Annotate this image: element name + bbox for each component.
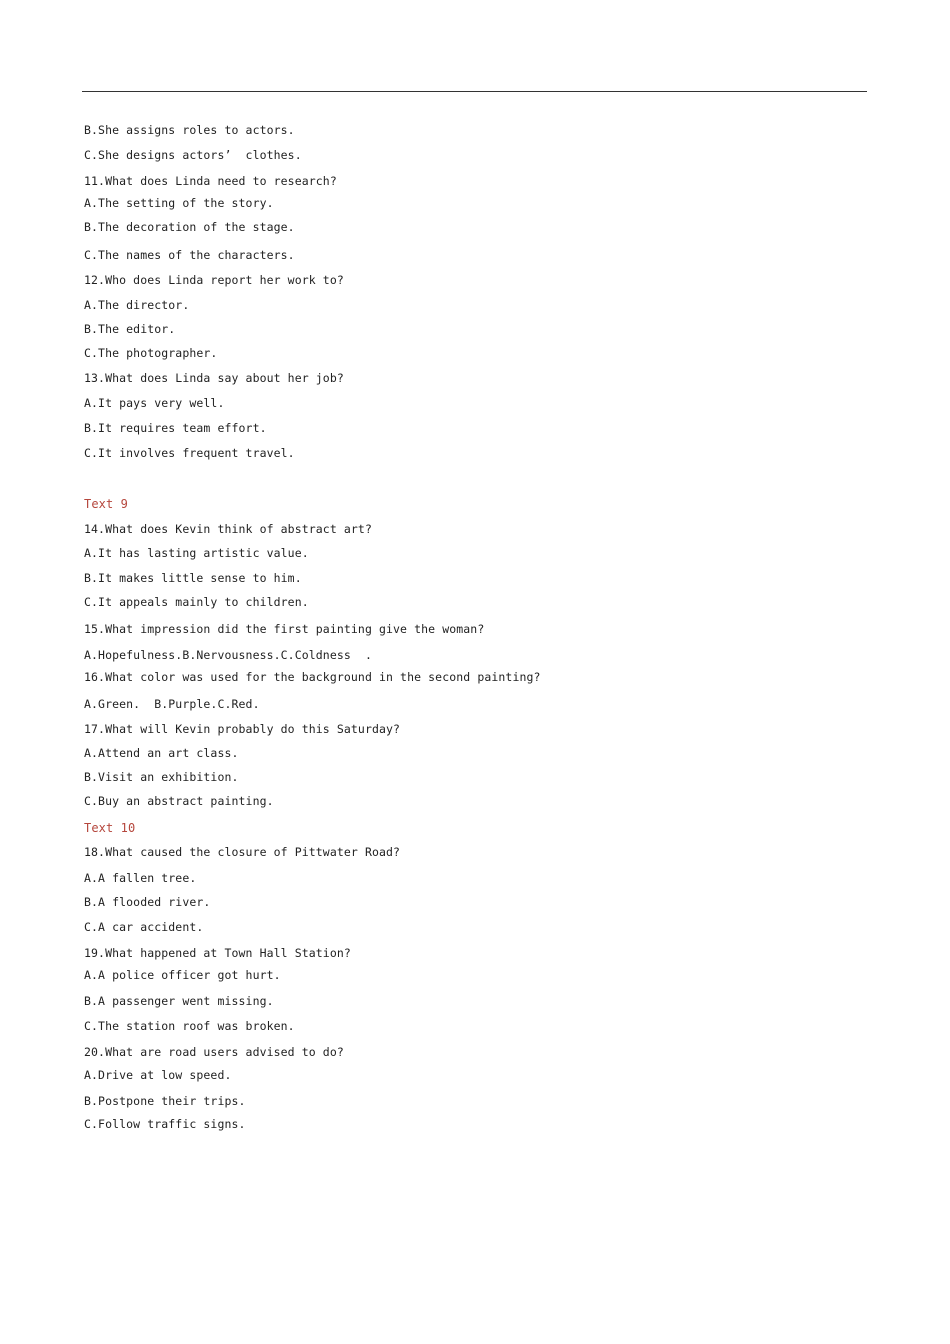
answer-option: B.A flooded river. [84, 895, 211, 909]
question-text: 13.What does Linda say about her job? [84, 371, 344, 385]
answer-option: C.It appeals mainly to children. [84, 595, 309, 609]
answer-option: B.The editor. [84, 322, 176, 336]
answer-option: A.A police officer got hurt. [84, 968, 281, 982]
answer-option: A.Hopefulness.B.Nervousness.C.Coldness . [84, 648, 372, 662]
question-text: 11.What does Linda need to research? [84, 174, 337, 188]
section-heading: Text 10 [84, 821, 136, 835]
answer-option: B.It requires team effort. [84, 421, 267, 435]
question-text: 16.What color was used for the background in the second painting? [84, 670, 541, 684]
answer-option: C.A car accident. [84, 920, 204, 934]
answer-option: A.It has lasting artistic value. [84, 546, 309, 560]
answer-option: B.A passenger went missing. [84, 994, 274, 1008]
question-text: 20.What are road users advised to do? [84, 1045, 344, 1059]
answer-option: B.It makes little sense to him. [84, 571, 302, 585]
answer-option: B.Postpone their trips. [84, 1094, 246, 1108]
answer-option: A.Drive at low speed. [84, 1068, 232, 1082]
answer-option: A.Green. B.Purple.C.Red. [84, 697, 260, 711]
answer-option: B.Visit an exhibition. [84, 770, 239, 784]
answer-option: C.The names of the characters. [84, 248, 295, 262]
answer-option: B.The decoration of the stage. [84, 220, 295, 234]
answer-option: A.The director. [84, 298, 190, 312]
question-text: 18.What caused the closure of Pittwater Road? [84, 845, 401, 859]
question-text: 12.Who does Linda report her work to? [84, 273, 344, 287]
answer-option: A.Attend an art class. [84, 746, 239, 760]
section-heading: Text 9 [84, 497, 128, 511]
answer-option: C.Follow traffic signs. [84, 1117, 246, 1131]
question-text: 15.What impression did the first painting give the woman? [84, 622, 485, 636]
answer-option: A.It pays very well. [84, 396, 225, 410]
question-text: 14.What does Kevin think of abstract art? [84, 522, 372, 536]
question-text: 19.What happened at Town Hall Station? [84, 946, 351, 960]
answer-option: C.She designs actors’ clothes. [84, 148, 302, 162]
question-text: 17.What will Kevin probably do this Saturday? [84, 722, 401, 736]
answer-option: A.A fallen tree. [84, 871, 197, 885]
answer-option: C.Buy an abstract painting. [84, 794, 274, 808]
answer-option: C.The photographer. [84, 346, 218, 360]
answer-option: A.The setting of the story. [84, 196, 274, 210]
answer-option: B.She assigns roles to actors. [84, 123, 295, 137]
answer-option: C.The station roof was broken. [84, 1019, 295, 1033]
answer-option: C.It involves frequent travel. [84, 446, 295, 460]
header-rule [82, 91, 867, 92]
